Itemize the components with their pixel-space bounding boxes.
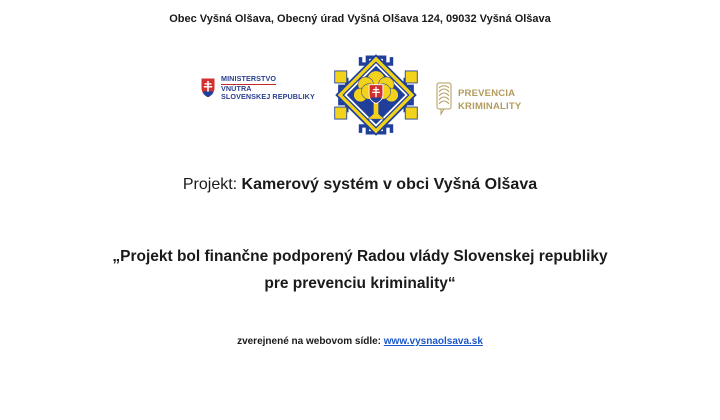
published-label: zverejnené na webovom sídle: — [237, 336, 384, 347]
ministry-line-3: SLOVENSKEJ REPUBLIKY — [221, 92, 315, 102]
prevention-line-1: PREVENCIA — [458, 88, 516, 99]
project-title — [0, 176, 720, 194]
funding-statement-line-2: pre prevenciu kriminality“ — [264, 275, 456, 292]
funding-statement — [0, 243, 720, 297]
project-label: Projekt: — [182, 176, 242, 193]
crime-prevention-council-emblem-icon — [333, 52, 419, 138]
funding-statement-line-1: „Projekt bol finančne podporený Radou vlády Slovenskej republiky — [112, 248, 608, 265]
municipality-address: Obec Vyšná Olšava, Obecný úrad Vyšná Olšava 124, 09032 Vyšná Olšava — [169, 13, 551, 25]
logos-row — [0, 52, 720, 142]
ministry-line-2: VNÚTRA — [221, 83, 252, 93]
slovak-coat-of-arms-icon — [200, 77, 216, 99]
fingerprint-icon — [436, 82, 452, 116]
website-link[interactable]: www.vysnaolsava.sk — [383, 336, 483, 347]
ministry-of-interior-logo — [200, 74, 320, 114]
published-note — [0, 336, 720, 347]
crime-prevention-logo — [436, 82, 536, 122]
project-name: Kamerový systém v obci Vyšná Olšava — [241, 176, 538, 193]
ministry-line-1: MINISTERSTVO — [221, 74, 277, 83]
prevention-line-2: KRIMINALITY — [458, 101, 522, 112]
